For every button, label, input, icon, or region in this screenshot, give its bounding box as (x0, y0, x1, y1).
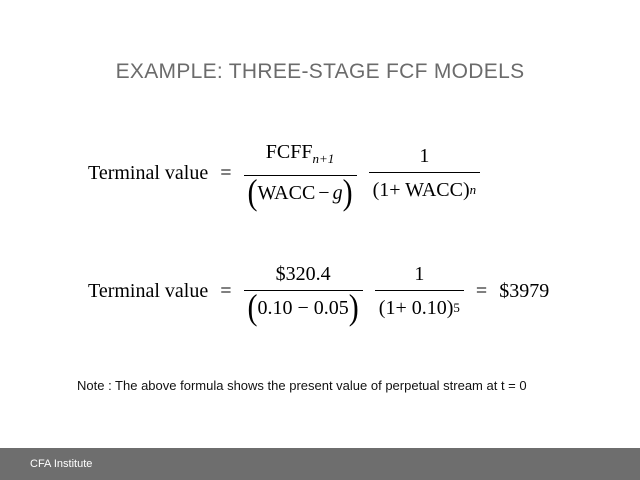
fraction-cash-flow (244, 262, 363, 328)
numerator (262, 140, 339, 175)
numerator: 1 (414, 263, 425, 285)
exponent: n (469, 181, 477, 197)
formula-lhs: Terminal value (88, 161, 209, 184)
discount-base: 1+ 0.10 (385, 297, 447, 319)
footer-bar (0, 448, 640, 480)
slide-title: EXAMPLE: THREE-STAGE FCF MODELS (115, 60, 525, 83)
fraction-discount (375, 262, 464, 321)
left-paren: ( (372, 178, 380, 201)
numerator: $320.4 (275, 263, 331, 285)
fraction-cash-flow (244, 140, 357, 213)
formula-note: Note : The above formula shows the present value of perpetual stream at t = 0 (77, 378, 527, 393)
exponent: 5 (453, 300, 460, 315)
denominator (369, 173, 481, 203)
fcff-subscript: n+1 (312, 151, 335, 166)
right-paren: ) (446, 297, 454, 319)
growth-symbol: g (332, 182, 343, 204)
left-paren: ( (247, 287, 258, 328)
right-paren: ) (462, 178, 470, 201)
left-paren: ( (247, 172, 258, 213)
equals-sign: = (475, 280, 488, 302)
fcff-symbol: FCFF (265, 141, 313, 163)
right-paren: ) (348, 287, 359, 328)
discount-base: 1+ WACC (379, 178, 463, 201)
right-paren: ) (342, 172, 353, 213)
footer-label: CFA Institute (30, 458, 93, 470)
equals-sign: = (220, 280, 232, 302)
wacc-symbol: WACC (257, 182, 316, 204)
formula-lhs: Terminal value (88, 280, 209, 302)
terminal-value-calculation (88, 262, 550, 328)
numerator: 1 (419, 144, 430, 167)
rate-difference: 0.10 − 0.05 (257, 297, 349, 319)
terminal-value-formula (88, 140, 486, 213)
denominator (244, 287, 363, 328)
denominator (375, 291, 464, 321)
left-paren: ( (378, 297, 386, 319)
minus-sign: − (318, 182, 330, 204)
denominator (244, 172, 357, 213)
fraction-discount (369, 144, 481, 203)
equals-sign: = (220, 161, 232, 184)
terminal-value-result: $3979 (499, 280, 550, 302)
